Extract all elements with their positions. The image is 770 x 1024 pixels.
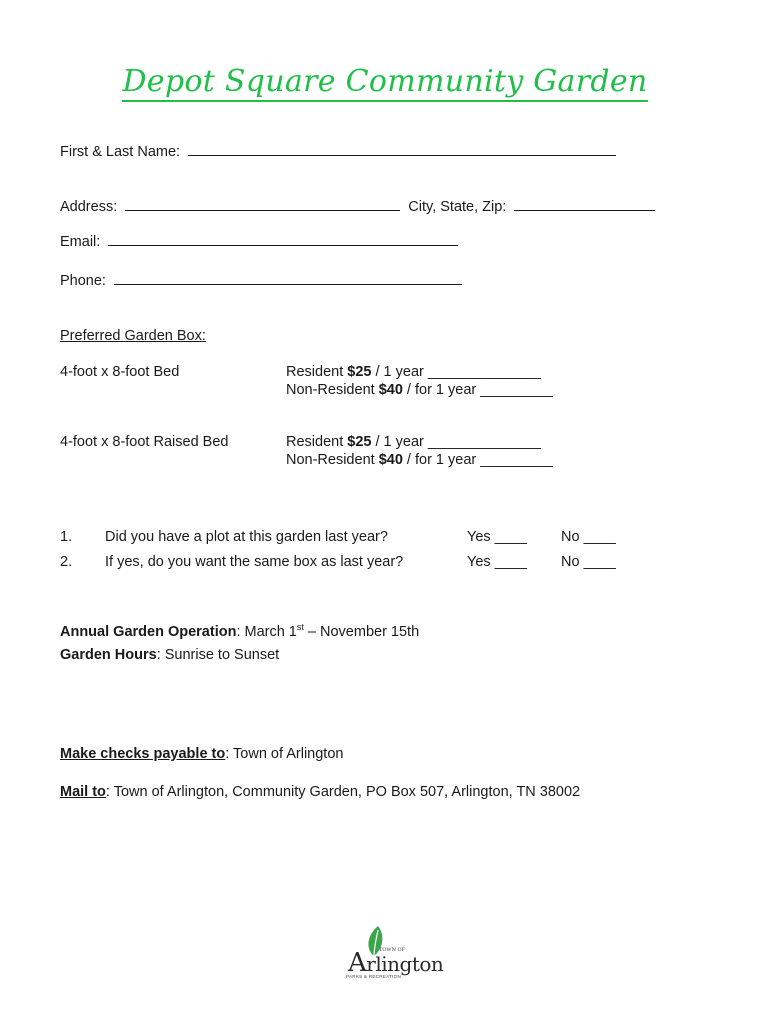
email-label: Email: [60, 234, 101, 250]
question-text: Did you have a plot at this garden last year? [105, 529, 388, 545]
logo-subtitle: PARKS & RECREATION [346, 974, 401, 979]
resident-suffix: / 1 year ______________ [371, 434, 541, 450]
title-text: Depot Square Community Garden [122, 64, 647, 102]
question-number: 1. [60, 529, 73, 545]
mail-line [60, 784, 580, 800]
city-label: City, State, Zip: [408, 199, 507, 215]
address-row [60, 197, 655, 215]
box-option-label: 4-foot x 8-foot Raised Bed [60, 434, 229, 450]
nonresident-prefix: Non-Resident [286, 452, 379, 468]
email-field[interactable] [108, 232, 458, 246]
resident-suffix: / 1 year ______________ [371, 364, 541, 380]
nonresident-price-line[interactable] [286, 382, 553, 398]
operation-text: : March 1 [236, 623, 297, 640]
email-row [60, 232, 458, 250]
phone-row [60, 271, 462, 289]
resident-price: $25 [347, 364, 372, 380]
phone-field[interactable] [114, 271, 462, 285]
question-number: 2. [60, 554, 73, 570]
phone-label: Phone: [60, 273, 106, 289]
yes-option[interactable]: Yes ____ [467, 554, 527, 570]
operation-line [60, 622, 419, 640]
payable-line [60, 746, 343, 762]
name-label: First & Last Name: [60, 144, 181, 160]
nonresident-price: $40 [378, 382, 403, 398]
garden-box-heading: Preferred Garden Box: [60, 328, 206, 344]
operation-sup: st [296, 622, 304, 632]
city-state-zip-field[interactable] [514, 197, 655, 211]
resident-price-line[interactable] [286, 434, 541, 450]
nonresident-price-line[interactable] [286, 452, 553, 468]
resident-prefix: Resident [286, 364, 348, 380]
address-field[interactable] [125, 197, 400, 211]
hours-label: Garden Hours [60, 647, 157, 663]
operation-label: Annual Garden Operation [60, 623, 237, 640]
page-title [0, 64, 770, 99]
no-option[interactable]: No ____ [561, 554, 616, 570]
logo-letter-a: A [348, 948, 367, 978]
mail-text: : Town of Arlington, Community Garden, PO Box 507, Arlington, TN 38002 [105, 784, 581, 800]
resident-price: $25 [347, 434, 372, 450]
box-option-label: 4-foot x 8-foot Bed [60, 364, 180, 380]
arlington-logo [340, 922, 444, 986]
question-text: If yes, do you want the same box as last year? [105, 554, 404, 570]
hours-line [60, 647, 279, 663]
payable-label: Make checks payable to [60, 746, 226, 762]
address-label: Address: [60, 199, 118, 215]
no-option[interactable]: No ____ [561, 529, 616, 545]
nonresident-price: $40 [378, 452, 403, 468]
yes-option[interactable]: Yes ____ [467, 529, 527, 545]
logo-name-rest: rlington [366, 952, 444, 976]
nonresident-prefix: Non-Resident [286, 382, 379, 398]
logo-town-of: TOWN OF [379, 947, 406, 953]
mail-label: Mail to [60, 784, 106, 800]
nonresident-suffix: / for 1 year _________ [402, 382, 553, 398]
hours-text: : Sunrise to Sunset [156, 647, 280, 663]
operation-text-end: – November 15th [303, 623, 420, 640]
name-field[interactable] [188, 142, 616, 156]
resident-price-line[interactable] [286, 364, 541, 380]
nonresident-suffix: / for 1 year _________ [402, 452, 553, 468]
name-row [60, 142, 616, 160]
resident-prefix: Resident [286, 434, 348, 450]
payable-text: : Town of Arlington [225, 746, 344, 762]
